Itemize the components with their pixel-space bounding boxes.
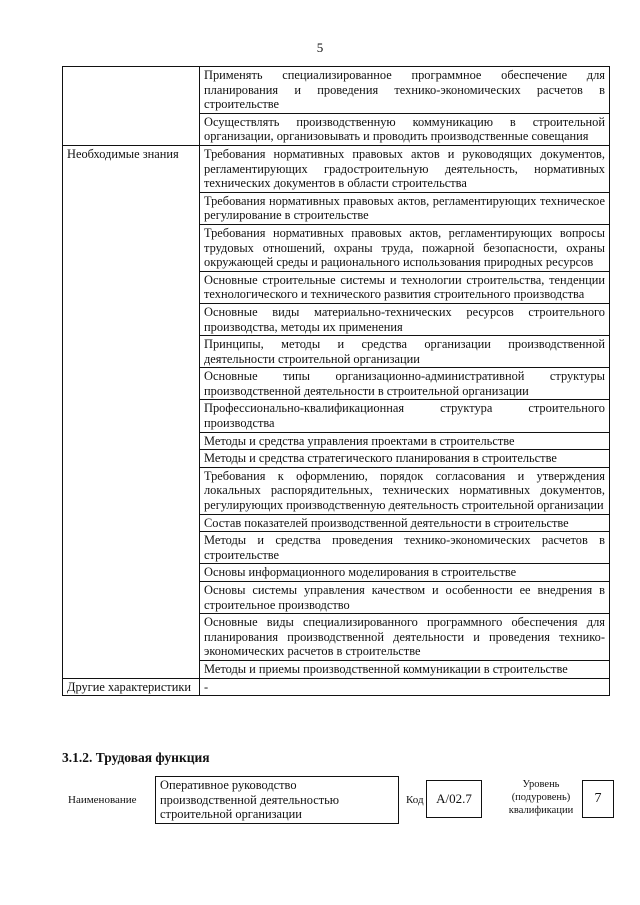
code-label: Код	[406, 794, 424, 806]
labor-function-header	[62, 776, 622, 824]
level-value: 7	[582, 780, 614, 818]
row-text: Состав показателей производственной деятельности в строительстве	[200, 514, 610, 532]
section-title: 3.1.2. Трудовая функция	[62, 750, 210, 765]
row-text: Осуществлять производственную коммуникацию в строительной организации, организовывать и проводить производственные совещания	[200, 113, 610, 145]
row-text: Методы и приемы производственной коммуникации в строительстве	[200, 660, 610, 678]
row-text: Применять специализированное программное обеспечение для планирования и проведения технико-экономических расчетов в строительстве	[200, 67, 610, 114]
knowledge-table-body	[63, 67, 610, 696]
level-label: Уровень (подуровень) квалификации	[508, 779, 574, 816]
row-text: Основные строительные системы и технологии строительства, тенденции технологического и технического развития строительного производства	[200, 271, 610, 303]
row-text: Основные виды материально-технических ресурсов строительного производства, методы их применения	[200, 303, 610, 335]
row-label: Другие характеристики	[63, 678, 200, 696]
row-text: Основы информационного моделирования в строительстве	[200, 564, 610, 582]
table-row	[63, 678, 610, 696]
row-text: Требования нормативных правовых актов, регламентирующих вопросы трудовых отношений, охраны труда, пожарной безопасности, охраны окружающей среды и рационального использования природных ресурсов	[200, 224, 610, 271]
knowledge-table	[62, 66, 610, 696]
row-text: Профессионально-квалификационная структура строительного производства	[200, 400, 610, 432]
row-text: Требования нормативных правовых актов, регламентирующих техническое регулирование в строительстве	[200, 192, 610, 224]
row-label	[63, 67, 200, 146]
row-text: Основные виды специализированного программного обеспечения для планирования производственной деятельности и проведения технико-экономических расчетов в строительстве	[200, 614, 610, 661]
table-row	[63, 67, 610, 114]
code-value: A/02.7	[426, 780, 482, 818]
name-label: Наименование	[68, 794, 137, 806]
row-text: -	[200, 678, 610, 696]
row-text: Требования нормативных правовых актов и руководящих документов, регламентирующих градостроительную деятельность, нормативных технических документов в области строительства	[200, 145, 610, 192]
row-text: Методы и средства стратегического планирования в строительстве	[200, 450, 610, 468]
row-text: Требования к оформлению, порядок согласования и утверждения локальных распорядительных, технических нормативных документов, регулирующих производственную деятельность строительной организации	[200, 467, 610, 514]
table-row	[63, 145, 610, 192]
row-label: Необходимые знания	[63, 145, 200, 678]
page-number: 5	[316, 40, 324, 55]
row-text: Основы системы управления качеством и особенности ее внедрения в строительное производство	[200, 582, 610, 614]
row-text: Методы и средства проведения технико-экономических расчетов в строительстве	[200, 532, 610, 564]
row-text: Методы и средства управления проектами в строительстве	[200, 432, 610, 450]
row-text: Основные типы организационно-административной структуры производственной деятельности в строительной организации	[200, 368, 610, 400]
name-value: Оперативное руководство производственной деятельностью строительной организации	[155, 776, 399, 824]
row-text: Принципы, методы и средства организации производственной деятельности строительной организации	[200, 336, 610, 368]
